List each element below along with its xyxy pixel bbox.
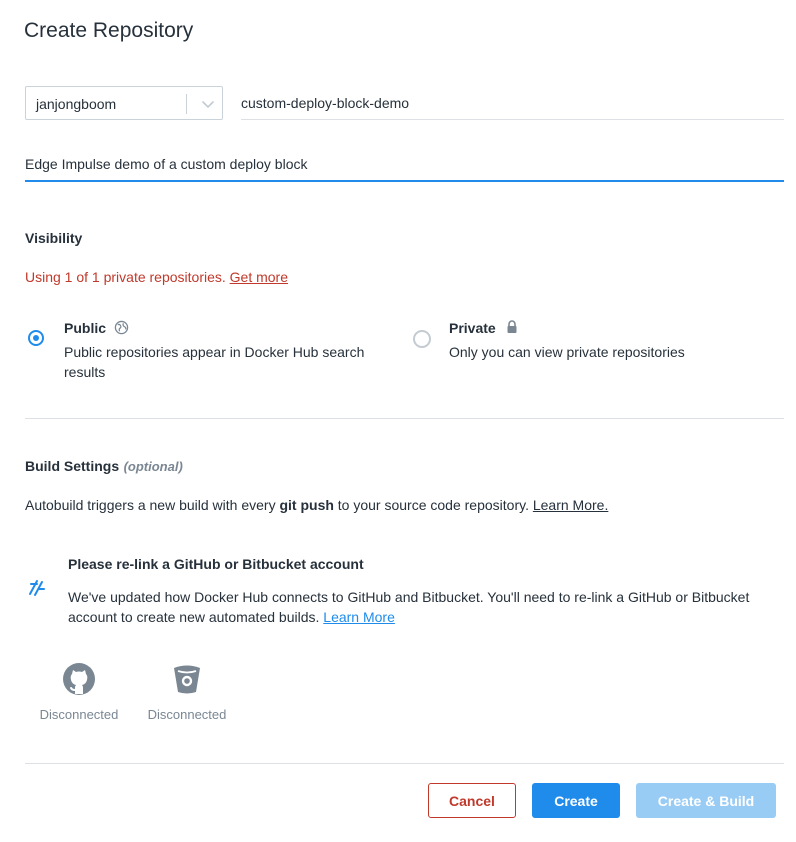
description-input[interactable] (25, 148, 784, 182)
private-title: Private (449, 320, 496, 336)
create-button[interactable]: Create (532, 783, 620, 818)
private-usage-text: Using 1 of 1 private repositories. (25, 269, 226, 285)
bitbucket-status: Disconnected (147, 707, 227, 722)
optional-label: (optional) (123, 459, 183, 474)
lock-icon (506, 320, 518, 334)
private-usage-notice (25, 269, 288, 285)
repository-name-input[interactable] (241, 86, 784, 120)
autobuild-description (25, 497, 608, 513)
private-radio[interactable] (413, 330, 431, 348)
create-and-build-button[interactable]: Create & Build (636, 783, 776, 818)
namespace-value: janjongboom (36, 96, 117, 112)
select-divider (186, 94, 187, 114)
autobuild-learn-more-link[interactable]: Learn More. (532, 497, 609, 513)
page-title: Create Repository (24, 19, 194, 42)
cancel-button[interactable]: Cancel (428, 783, 516, 818)
autobuild-git-push: git push (279, 497, 334, 513)
footer-divider (25, 763, 784, 764)
relink-learn-more-link[interactable]: Learn More (323, 609, 395, 625)
private-description: Only you can view private repositories (449, 344, 685, 360)
bitbucket-icon (170, 662, 204, 696)
get-more-link[interactable]: Get more (229, 269, 289, 285)
github-icon (62, 662, 96, 696)
github-provider[interactable] (37, 662, 121, 722)
private-option[interactable] (449, 320, 518, 338)
autobuild-prefix: Autobuild triggers a new build with every (25, 497, 276, 513)
visibility-label: Visibility (25, 230, 83, 246)
namespace-select[interactable] (25, 86, 223, 120)
relink-title: Please re-link a GitHub or Bitbucket account (68, 556, 364, 572)
build-settings-heading (25, 458, 183, 476)
section-divider (25, 418, 784, 419)
build-settings-label: Build Settings (25, 458, 120, 474)
public-radio[interactable] (28, 330, 44, 346)
public-title: Public (64, 320, 107, 336)
chevron-down-icon (198, 94, 218, 114)
public-option[interactable] (64, 320, 129, 338)
link-broken-icon (27, 578, 47, 598)
relink-text: We've updated how Docker Hub connects to GitHub and Bitbucket. You'll need to re-link a GitHub or Bitbucket account to create new automated builds. (68, 589, 750, 625)
github-status: Disconnected (39, 707, 119, 722)
bitbucket-provider[interactable] (145, 662, 229, 722)
relink-description (68, 587, 768, 627)
globe-icon (114, 320, 129, 335)
autobuild-suffix: to your source code repository. (337, 497, 529, 513)
public-description: Public repositories appear in Docker Hub search results (64, 344, 365, 380)
